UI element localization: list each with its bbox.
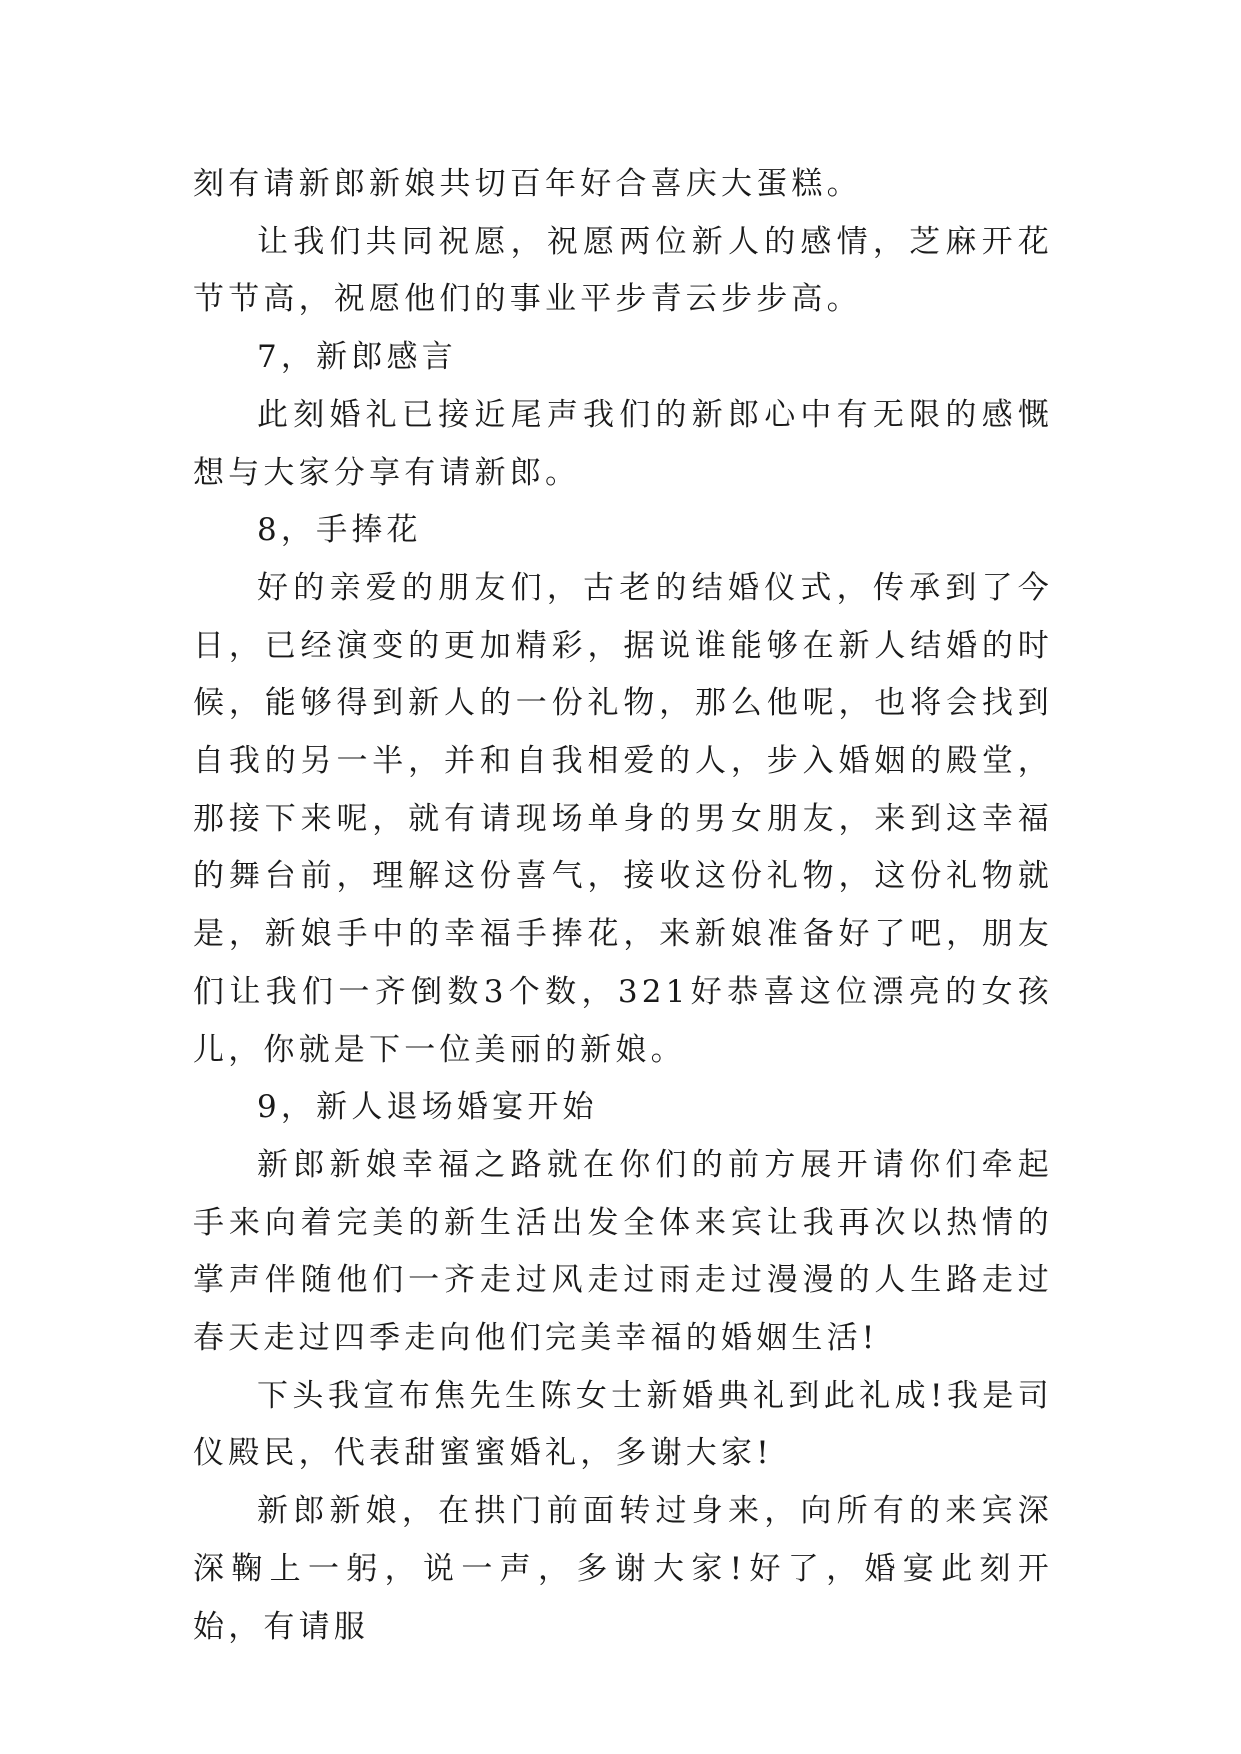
section-heading-exit-banquet: 9，新人退场婚宴开始 — [257, 1089, 598, 1126]
paragraph: 新郎新娘幸福之路就在你们的前方展开请你们牵起手来向着完美的新生活出发全体来宾让我再次以热情的掌声伴随他们一齐走过风走过雨走过漫漫的人生路走过春天走过四季走向他们完美幸福的婚姻生活! — [193, 1146, 1053, 1357]
paragraph: 让我们共同祝愿，祝愿两位新人的感情，芝麻开花节节高，祝愿他们的事业平步青云步步高。 — [193, 223, 1053, 318]
document-body — [193, 156, 1053, 1656]
section-heading-bouquet: 8，手捧花 — [257, 512, 422, 549]
paragraph: 新郎新娘，在拱门前面转过身来，向所有的来宾深深鞠上一躬，说一声，多谢大家!好了，婚宴此刻开始，有请服 — [193, 1493, 1053, 1645]
section-heading-groom-speech: 7，新郎感言 — [257, 339, 457, 376]
paragraph: 好的亲爱的朋友们，古老的结婚仪式，传承到了今日，已经演变的更加精彩，据说谁能够在新人结婚的时候，能够得到新人的一份礼物，那么他呢，也将会找到自我的另一半，并和自我相爱的人，步入婚姻的殿堂，那接下来呢，就有请现场单身的男女朋友，来到这幸福的舞台前，理解这份喜气，接收这份礼物，这份礼物就是，新娘手中的幸福手捧花，来新娘准备好了吧，朋友们让我们一齐倒数3个数，321好恭喜这位漂亮的女孩儿，你就是下一位美丽的新娘。 — [193, 569, 1053, 1068]
paragraph-continuation: 刻有请新郎新娘共切百年好合喜庆大蛋糕。 — [193, 166, 862, 202]
paragraph: 下头我宣布焦先生陈女士新婚典礼到此礼成!我是司仪殿民，代表甜蜜蜜婚礼，多谢大家! — [193, 1377, 1053, 1472]
paragraph: 此刻婚礼已接近尾声我们的新郎心中有无限的感慨想与大家分享有请新郎。 — [193, 396, 1053, 491]
